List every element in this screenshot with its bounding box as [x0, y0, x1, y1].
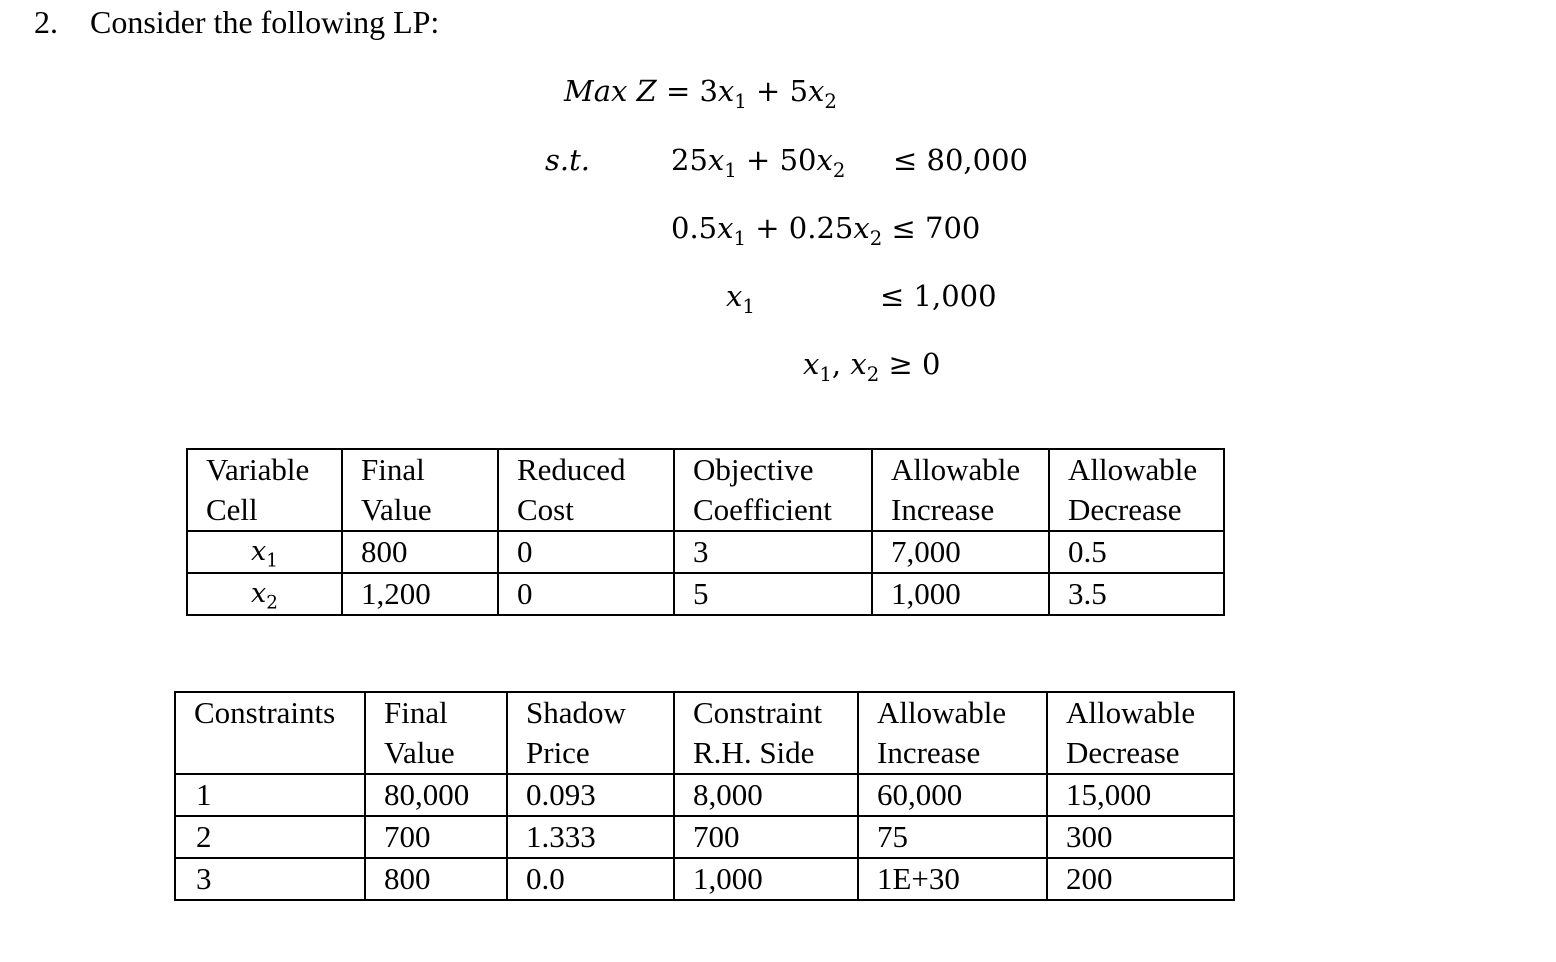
column-header: Allowable Decrease — [1047, 692, 1234, 774]
objective-label: Max Z — [564, 74, 657, 108]
table-cell: 3.5 — [1049, 573, 1224, 615]
subject-to-label: s.t. — [545, 143, 590, 177]
table-row — [175, 774, 1234, 816]
table-cell: 75 — [858, 816, 1047, 858]
column-header: Shadow Price — [507, 692, 674, 774]
column-header: Final Value — [365, 692, 507, 774]
table-cell: 1.333 — [507, 816, 674, 858]
objective-coef-2: 5 — [789, 74, 809, 108]
table-cell: 3 — [175, 858, 365, 900]
objective-function: Max $Z = 3x_1 + 5x_2$ — [564, 74, 837, 113]
constraint-1-lhs: $25x_1 + 50x_2$ — [671, 143, 846, 182]
constraint-3-lhs: $x_1$ — [726, 279, 755, 318]
variable-cell: $x_2$ — [187, 573, 342, 615]
column-header: Allowable Increase — [858, 692, 1047, 774]
table-cell: 300 — [1047, 816, 1234, 858]
column-header: Constraint R.H. Side — [674, 692, 858, 774]
table-row — [187, 531, 1224, 573]
nonnegativity-constraint: $x_1$, $x_2 \ge 0$ — [803, 347, 941, 386]
constraints-table — [174, 691, 1235, 901]
table-cell: 0.5 — [1049, 531, 1224, 573]
table-row — [175, 816, 1234, 858]
table-cell: 0 — [498, 573, 674, 615]
constraint-2: $0.5x_1 + 0.25x_2 \le 700$ — [671, 211, 981, 250]
table-cell: 60,000 — [858, 774, 1047, 816]
table-cell: 1 — [175, 774, 365, 816]
table-row — [187, 573, 1224, 615]
question-text: Consider the following LP: — [90, 4, 440, 40]
constraint-1-rhs: ≤ 80,000 — [893, 143, 1029, 177]
variable-cells-table — [186, 448, 1225, 616]
table-cell: 800 — [342, 531, 498, 573]
table-cell: 5 — [674, 573, 872, 615]
column-header: Objective Coefficient — [674, 449, 872, 531]
table-cell: 2 — [175, 816, 365, 858]
table-cell: 1,000 — [872, 573, 1049, 615]
table-cell: 1,200 — [342, 573, 498, 615]
table-cell: 7,000 — [872, 531, 1049, 573]
table-cell: 200 — [1047, 858, 1234, 900]
table-row — [175, 858, 1234, 900]
table-header-row — [175, 692, 1234, 774]
question-number: 2. — [34, 4, 58, 40]
variable-cell: $x_1$ — [187, 531, 342, 573]
column-header: Allowable Decrease — [1049, 449, 1224, 531]
objective-equals: = — [665, 74, 691, 108]
objective-coef-1: 3 — [699, 74, 718, 108]
table-header-row — [187, 449, 1224, 531]
column-header: Constraints — [175, 692, 365, 774]
table-cell: 1,000 — [674, 858, 858, 900]
table-cell: 1E+30 — [858, 858, 1047, 900]
table-cell: 3 — [674, 531, 872, 573]
table-cell: 0 — [498, 531, 674, 573]
table-cell: 800 — [365, 858, 507, 900]
table-cell: 700 — [674, 816, 858, 858]
table-cell: 8,000 — [674, 774, 858, 816]
table-cell: 15,000 — [1047, 774, 1234, 816]
column-header: Variable Cell — [187, 449, 342, 531]
table-cell: 0.093 — [507, 774, 674, 816]
column-header: Allowable Increase — [872, 449, 1049, 531]
constraint-3-rhs: ≤ 1,000 — [880, 279, 997, 313]
table-cell: 0.0 — [507, 858, 674, 900]
column-header: Reduced Cost — [498, 449, 674, 531]
column-header: Final Value — [342, 449, 498, 531]
table-cell: 80,000 — [365, 774, 507, 816]
table-cell: 700 — [365, 816, 507, 858]
